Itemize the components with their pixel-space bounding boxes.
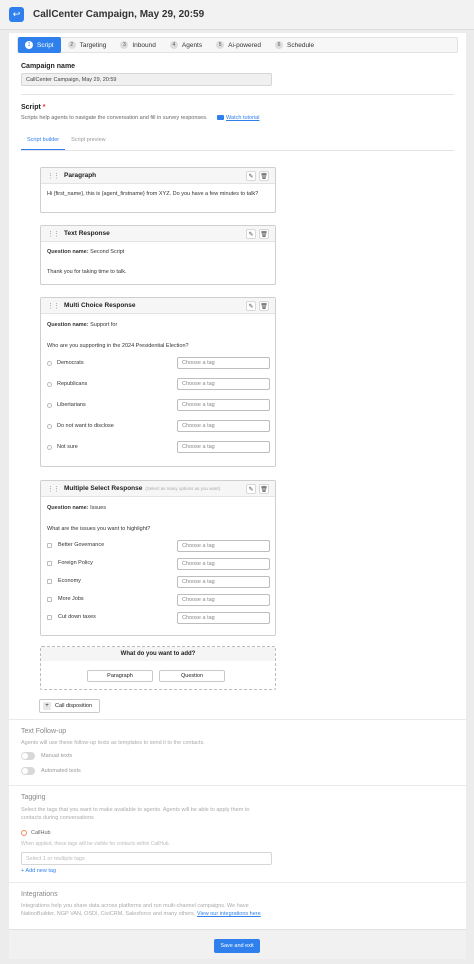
video-icon	[217, 115, 224, 120]
multi-select-card	[40, 480, 276, 636]
callhub-source: CallHub	[21, 830, 51, 836]
card-title: Paragraph	[64, 172, 97, 179]
edit-icon[interactable]: ✎	[246, 171, 256, 181]
radio-icon[interactable]	[47, 424, 52, 429]
script-label: Script *	[21, 104, 46, 111]
tab-script-preview[interactable]: Script preview	[71, 137, 106, 143]
tag-select[interactable]: Choose a tag	[177, 357, 270, 369]
divider	[21, 150, 454, 151]
drag-handle-icon[interactable]: ⋮⋮	[47, 485, 59, 493]
integrations-line1: Integrations help you share data across platforms and run multi-channel campaigns. We have	[21, 903, 249, 909]
edit-icon[interactable]: ✎	[246, 229, 256, 239]
question-name: Question name: Support for	[47, 322, 118, 328]
drag-handle-icon[interactable]: ⋮⋮	[47, 172, 59, 180]
campaign-name-label: Campaign name	[21, 63, 76, 70]
tag-multiselect-input[interactable]: Select 1 or multiple tags	[21, 852, 272, 865]
tag-select[interactable]: Choose a tag	[177, 558, 270, 570]
step-targeting[interactable]: 2 Targeting	[61, 37, 114, 53]
card-title: Text Response	[64, 230, 110, 237]
divider	[9, 785, 466, 786]
divider	[9, 719, 466, 720]
checkbox-option[interactable]: Cut down taxes	[47, 614, 96, 620]
radio-option[interactable]: Republicans	[47, 381, 87, 387]
manual-texts-toggle[interactable]	[21, 752, 35, 760]
tag-select[interactable]: Choose a tag	[177, 441, 270, 453]
paragraph-text: Hi {first_name}, this is {agent_firstname} from XYZ. Do you have a few minutes to talk?	[47, 191, 259, 197]
step-ai-powered[interactable]: 5 Ai-powered	[209, 37, 268, 53]
trash-icon[interactable]: 🗑	[259, 229, 269, 239]
call-disposition-button[interactable]: + Call disposition	[39, 699, 100, 713]
save-and-exit-button[interactable]: Save and exit	[214, 939, 260, 953]
callhub-logo-icon	[21, 830, 27, 836]
drag-handle-icon[interactable]: ⋮⋮	[47, 302, 59, 310]
drag-handle-icon[interactable]: ⋮⋮	[47, 230, 59, 238]
step-script[interactable]: 1 Script	[18, 37, 61, 53]
question-text: What are the issues you want to highlight?	[47, 526, 151, 532]
card-header	[41, 298, 275, 314]
radio-option[interactable]: Not sure	[47, 444, 78, 450]
radio-icon[interactable]	[47, 445, 52, 450]
tab-script-builder[interactable]: Script builder	[21, 137, 65, 150]
checkbox-option[interactable]: Economy	[47, 578, 81, 584]
tagging-description: Select the tags that you want to make available to agents. Agents will be able to apply them to contacts during conversations	[21, 807, 250, 821]
watch-tutorial-link[interactable]: Watch tutorial	[226, 115, 260, 121]
tag-select[interactable]: Choose a tag	[177, 594, 270, 606]
add-paragraph-button[interactable]: Paragraph	[87, 670, 153, 682]
radio-icon[interactable]	[47, 403, 52, 408]
script-tabs	[21, 137, 112, 150]
edit-icon[interactable]: ✎	[246, 484, 256, 494]
checkbox-icon[interactable]	[47, 561, 52, 566]
wizard-steps	[17, 37, 458, 53]
edit-icon[interactable]: ✎	[246, 301, 256, 311]
view-integrations-link[interactable]: View our integrations here	[196, 911, 261, 917]
script-description: Scripts help agents to navigate the conversation and fill in survey responses. Watch tutorial	[21, 115, 260, 121]
radio-icon[interactable]	[47, 382, 52, 387]
checkbox-icon[interactable]	[47, 597, 52, 602]
tag-select[interactable]: Choose a tag	[177, 540, 270, 552]
card-title: Multiple Select Response	[64, 485, 143, 492]
campaign-name-input[interactable]: CallCenter Campaign, May 29, 20:59	[21, 73, 272, 86]
followup-title: Text Follow-up	[21, 728, 67, 735]
top-bar	[0, 0, 474, 30]
add-box-title: What do you want to add?	[41, 647, 275, 661]
radio-option[interactable]: Libertarians	[47, 402, 86, 408]
checkbox-icon[interactable]	[47, 615, 52, 620]
tag-select[interactable]: Choose a tag	[177, 378, 270, 390]
checkbox-option[interactable]: Better Governance	[47, 542, 104, 548]
back-arrow-icon[interactable]: ↩	[9, 7, 24, 22]
checkbox-icon[interactable]	[47, 579, 52, 584]
followup-description: Agents will use these follow-up texts as templates to send it to the contacts.	[21, 740, 205, 746]
add-new-tag-link[interactable]: + Add new tag	[21, 868, 57, 874]
tag-select[interactable]: Choose a tag	[177, 576, 270, 588]
card-header	[41, 226, 275, 242]
step-agents[interactable]: 4 Agents	[163, 37, 209, 53]
step-inbound[interactable]: 3 Inbound	[113, 37, 163, 53]
card-title: Multi Choice Response	[64, 302, 136, 309]
automated-texts-toggle[interactable]	[21, 767, 35, 775]
tagging-title: Tagging	[21, 794, 46, 801]
radio-option[interactable]: Democrats	[47, 360, 84, 366]
divider	[9, 882, 466, 883]
question-name: Question name: Issues	[47, 505, 106, 511]
radio-option[interactable]: Do not want to disclose	[47, 423, 114, 429]
text-response-card	[40, 225, 276, 285]
manual-texts-label: Manual texts	[41, 753, 73, 759]
automated-texts-label: Automated texts	[41, 768, 81, 774]
tag-select[interactable]: Choose a tag	[177, 399, 270, 411]
divider	[21, 94, 454, 95]
text-response-text: Thank you for taking time to talk.	[47, 269, 127, 275]
step-schedule[interactable]: 6 Schedule	[268, 37, 321, 53]
footer-bar	[9, 929, 466, 959]
integrations-title: Integrations	[21, 891, 58, 898]
tagging-note: When applied, these tags will be visible for contacts within CallHub.	[21, 841, 170, 847]
campaign-page	[9, 33, 466, 959]
card-subtitle: (Select as many options as you want)	[145, 486, 221, 491]
question-name: Question name: Second Script	[47, 249, 125, 255]
tag-select[interactable]: Choose a tag	[177, 420, 270, 432]
paragraph-card	[40, 167, 276, 213]
question-text: Who are you supporting in the 2024 Presidential Election?	[47, 343, 189, 349]
trash-icon[interactable]: 🗑	[259, 484, 269, 494]
card-header	[41, 168, 275, 184]
card-header	[41, 481, 275, 497]
add-question-button[interactable]: Question	[159, 670, 225, 682]
integrations-line2: NationBuilder, NGP VAN, OSDI, CiviCRM, Salesforce and many others. View our integrations here	[21, 911, 261, 917]
checkbox-option[interactable]: More Jobs	[47, 596, 84, 602]
trash-icon[interactable]: 🗑	[259, 301, 269, 311]
tag-select[interactable]: Choose a tag	[177, 612, 270, 624]
plus-icon: +	[43, 702, 51, 710]
add-element-box	[40, 646, 276, 690]
radio-icon[interactable]	[47, 361, 52, 366]
checkbox-icon[interactable]	[47, 543, 52, 548]
multi-choice-card	[40, 297, 276, 467]
page-title: CallCenter Campaign, May 29, 20:59	[33, 9, 205, 20]
trash-icon[interactable]: 🗑	[259, 171, 269, 181]
checkbox-option[interactable]: Foreign Policy	[47, 560, 93, 566]
